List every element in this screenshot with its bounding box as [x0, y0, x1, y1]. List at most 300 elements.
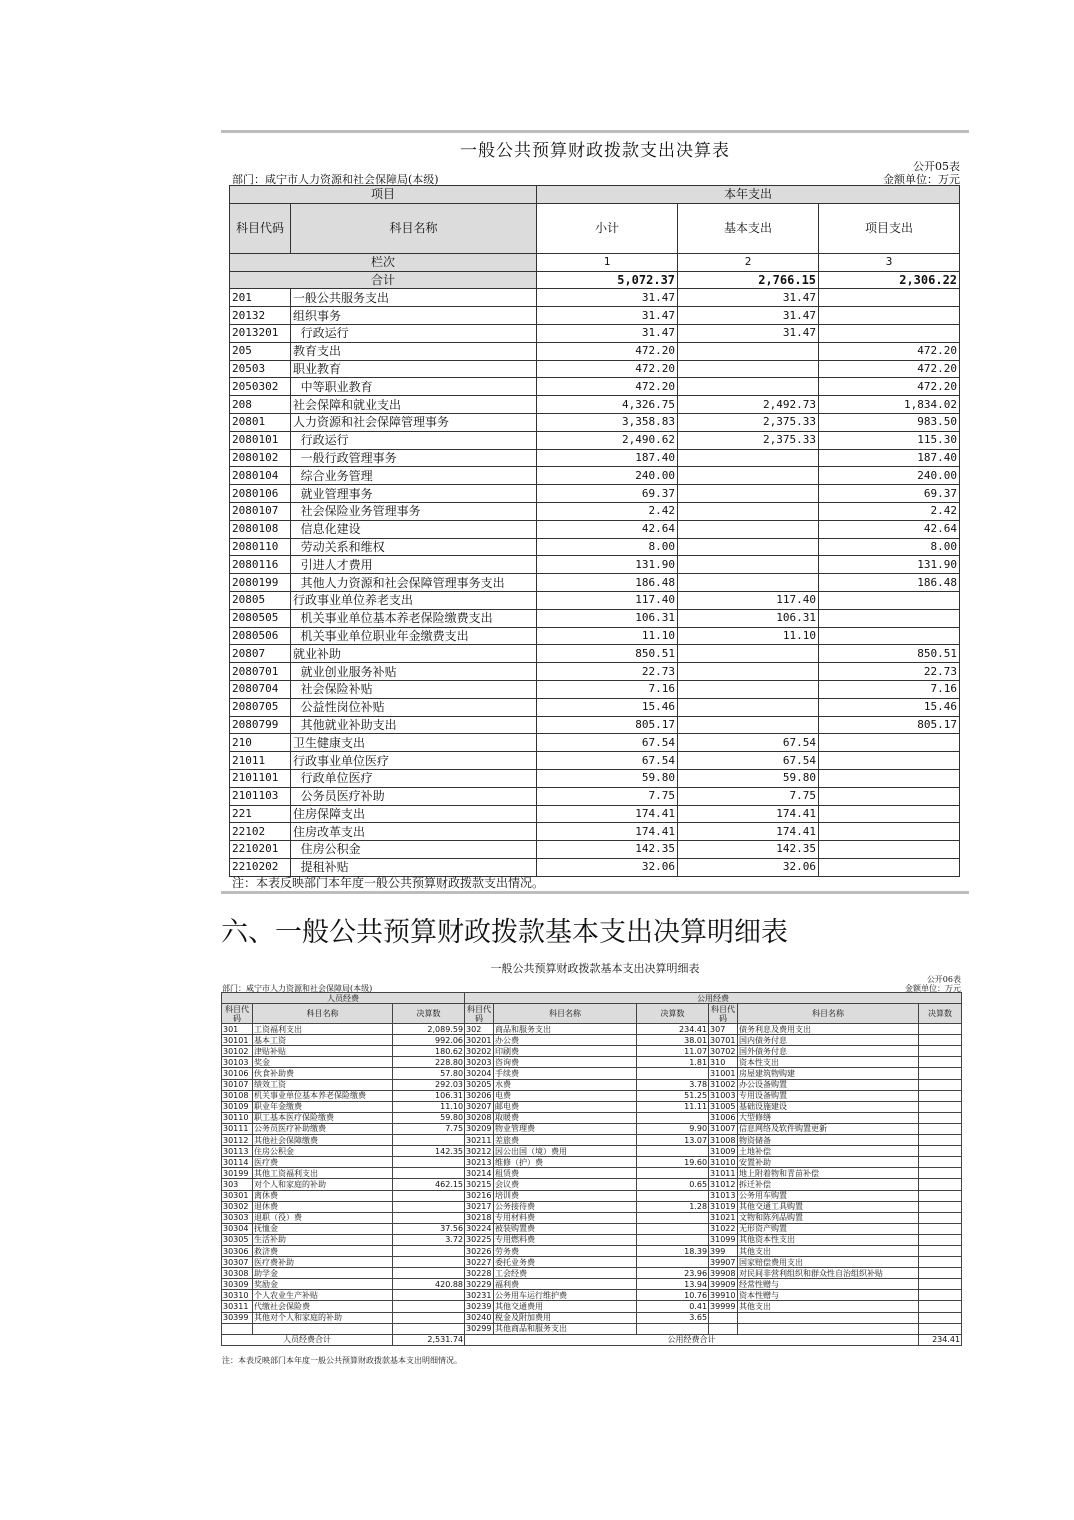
- row-name: 提租补贴: [291, 858, 537, 876]
- goods-name: 维修（护）费: [494, 1157, 637, 1168]
- personnel-code: 30103: [222, 1057, 253, 1068]
- total-label: 合计: [230, 271, 537, 289]
- row-subtotal: 67.54: [537, 734, 678, 752]
- other-amount: [919, 1112, 962, 1123]
- other-name: [738, 1323, 919, 1334]
- row-project: 42.64: [819, 520, 960, 538]
- goods-name: 工会经费: [494, 1268, 637, 1279]
- row-name: 就业创业服务补贴: [291, 663, 537, 681]
- personnel-amount: 2,089.59: [393, 1024, 465, 1035]
- personnel-amount: 37.56: [393, 1223, 465, 1234]
- personnel-code: 30399: [222, 1312, 253, 1323]
- other-code: 31007: [709, 1123, 738, 1134]
- row-project: [819, 591, 960, 609]
- personnel-amount: [393, 1201, 465, 1212]
- personnel-code: 30110: [222, 1112, 253, 1123]
- personnel-code: 30107: [222, 1079, 253, 1090]
- goods-code: 30239: [465, 1301, 494, 1312]
- row-name: 就业补助: [291, 645, 537, 663]
- row-basic: 7.75: [678, 787, 819, 805]
- other-name: [738, 1312, 919, 1323]
- goods-name: 手续费: [494, 1068, 637, 1079]
- row-subtotal: 31.47: [537, 324, 678, 342]
- table-row: [230, 378, 960, 396]
- personnel-name: 生活补助: [253, 1234, 393, 1245]
- row-code: 21011: [230, 752, 291, 770]
- row-basic: 31.47: [678, 289, 819, 307]
- personnel-code: 30306: [222, 1245, 253, 1256]
- personnel-amount: [393, 1135, 465, 1146]
- table-row: [222, 1290, 962, 1301]
- other-amount: [919, 1245, 962, 1256]
- other-name: 对民间非营利组织和群众性自治组织补贴: [738, 1268, 919, 1279]
- other-amount: [919, 1257, 962, 1268]
- table-row: [222, 1223, 962, 1234]
- other-name: 经常性赠与: [738, 1279, 919, 1290]
- row-code: 205: [230, 342, 291, 360]
- table1-unit: 金额单位：万元: [883, 173, 960, 186]
- row-project: 240.00: [819, 467, 960, 485]
- table2-form-number: 公开06表: [926, 975, 961, 984]
- row-name: 行政运行: [291, 324, 537, 342]
- goods-name: 印刷费: [494, 1046, 637, 1057]
- other-amount: [919, 1179, 962, 1190]
- row-basic: [678, 342, 819, 360]
- other-amount: [919, 1157, 962, 1168]
- row-code: 2080107: [230, 502, 291, 520]
- personnel-name: 医疗费: [253, 1157, 393, 1168]
- goods-code: 30299: [465, 1323, 494, 1334]
- row-basic: 31.47: [678, 324, 819, 342]
- row-project: 69.37: [819, 485, 960, 503]
- other-amount: [919, 1123, 962, 1134]
- goods-name: 物业管理费: [494, 1123, 637, 1134]
- table-row: [222, 1168, 962, 1179]
- row-subtotal: 106.31: [537, 609, 678, 627]
- goods-code: 30209: [465, 1123, 494, 1134]
- row-project: [819, 324, 960, 342]
- row-name: 就业管理事务: [291, 485, 537, 503]
- other-amount: [919, 1290, 962, 1301]
- other-name: 安置补助: [738, 1157, 919, 1168]
- row-basic: [678, 520, 819, 538]
- other-amount: [919, 1201, 962, 1212]
- goods-name: 取暖费: [494, 1112, 637, 1123]
- row-subtotal: 472.20: [537, 378, 678, 396]
- personnel-amount: 57.80: [393, 1068, 465, 1079]
- other-name: 信息网络及软件购置更新: [738, 1123, 919, 1134]
- row-basic: 2,492.73: [678, 396, 819, 414]
- personnel-amount: [393, 1212, 465, 1223]
- other-code: 31011: [709, 1168, 738, 1179]
- other-amount: [919, 1323, 962, 1334]
- personnel-name: 其他社会保障缴费: [253, 1135, 393, 1146]
- goods-amount: [637, 1168, 709, 1179]
- goods-code: 30207: [465, 1101, 494, 1112]
- goods-name: 公务接待费: [494, 1201, 637, 1212]
- goods-amount: 11.07: [637, 1046, 709, 1057]
- row-project: 22.73: [819, 663, 960, 681]
- row-basic: 67.54: [678, 734, 819, 752]
- personnel-amount: 3.72: [393, 1234, 465, 1245]
- row-basic: [678, 467, 819, 485]
- row-basic: 2,375.33: [678, 431, 819, 449]
- table-row: [222, 1190, 962, 1201]
- goods-amount: 13.07: [637, 1135, 709, 1146]
- table-row: [230, 645, 960, 663]
- table-row: [222, 1268, 962, 1279]
- personnel-code: 30303: [222, 1212, 253, 1223]
- personnel-code: 30311: [222, 1301, 253, 1312]
- other-amount: [919, 1057, 962, 1068]
- row-basic: [678, 378, 819, 396]
- top-divider: [221, 130, 969, 133]
- goods-amount: [637, 1323, 709, 1334]
- other-amount: [919, 1268, 962, 1279]
- row-project: [819, 858, 960, 876]
- row-basic: 11.10: [678, 627, 819, 645]
- goods-amount: [637, 1223, 709, 1234]
- row-basic: [678, 680, 819, 698]
- row-project: [819, 627, 960, 645]
- personnel-name: 对个人和家庭的补助: [253, 1179, 393, 1190]
- personnel-code: 30307: [222, 1257, 253, 1268]
- other-code: 31019: [709, 1201, 738, 1212]
- row-project: [819, 805, 960, 823]
- row-project: 2.42: [819, 502, 960, 520]
- row-code: 2080505: [230, 609, 291, 627]
- row-basic: [678, 556, 819, 574]
- row-code: 20807: [230, 645, 291, 663]
- table1-note: 注：本表反映部门本年度一般公共预算财政拨款支出情况。: [232, 876, 545, 890]
- header-code-1: 科目代码: [222, 1004, 253, 1024]
- personnel-amount: [393, 1312, 465, 1323]
- row-name: 行政运行: [291, 431, 537, 449]
- other-code: 31005: [709, 1101, 738, 1112]
- table-row: [230, 520, 960, 538]
- personnel-amount: 228.80: [393, 1057, 465, 1068]
- row-name: 行政单位医疗: [291, 769, 537, 787]
- header-item: 项目: [230, 186, 537, 204]
- row-code: 2080106: [230, 485, 291, 503]
- row-code: 2080116: [230, 556, 291, 574]
- row-name: 公务员医疗补助: [291, 787, 537, 805]
- table-row: [222, 1212, 962, 1223]
- row-name: 机关事业单位基本养老保险缴费支出: [291, 609, 537, 627]
- row-subtotal: 22.73: [537, 663, 678, 681]
- other-code: 31013: [709, 1190, 738, 1201]
- other-amount: [919, 1079, 962, 1090]
- personnel-name: 离休费: [253, 1190, 393, 1201]
- row-project: 15.46: [819, 698, 960, 716]
- row-subtotal: 240.00: [537, 467, 678, 485]
- personnel-name: 伙食补助费: [253, 1068, 393, 1079]
- row-project: 8.00: [819, 538, 960, 556]
- row-basic: 174.41: [678, 823, 819, 841]
- header-basic: 基本支出: [678, 203, 819, 253]
- goods-amount: 234.41: [637, 1024, 709, 1035]
- row-name: 其他人力资源和社会保障管理事务支出: [291, 574, 537, 592]
- goods-name: 其他商品和服务支出: [494, 1323, 637, 1334]
- goods-name: 委托业务费: [494, 1257, 637, 1268]
- table-row: [222, 1123, 962, 1134]
- personnel-code: 30304: [222, 1223, 253, 1234]
- row-subtotal: 117.40: [537, 591, 678, 609]
- row-project: 186.48: [819, 574, 960, 592]
- other-amount: [919, 1101, 962, 1112]
- row-basic: 31.47: [678, 307, 819, 325]
- other-code: 30702: [709, 1046, 738, 1057]
- row-project: 472.20: [819, 378, 960, 396]
- row-basic: [678, 716, 819, 734]
- table-row: [230, 342, 960, 360]
- personnel-amount: 11.10: [393, 1101, 465, 1112]
- row-project: [819, 823, 960, 841]
- goods-amount: [637, 1234, 709, 1245]
- table-row: [222, 1112, 962, 1123]
- row-subtotal: 131.90: [537, 556, 678, 574]
- other-code: 39910: [709, 1290, 738, 1301]
- other-name: 资本性支出: [738, 1057, 919, 1068]
- goods-code: 30240: [465, 1312, 494, 1323]
- personnel-code: 30102: [222, 1046, 253, 1057]
- table-row: [222, 1101, 962, 1112]
- row-subtotal: 472.20: [537, 360, 678, 378]
- goods-code: 30215: [465, 1179, 494, 1190]
- row-code: 20805: [230, 591, 291, 609]
- other-amount: [919, 1068, 962, 1079]
- row-code: 2080199: [230, 574, 291, 592]
- other-code: 31021: [709, 1212, 738, 1223]
- header-column-index: 栏次: [230, 253, 537, 271]
- personnel-amount: [393, 1190, 465, 1201]
- header-name: 科目名称: [291, 203, 537, 253]
- row-subtotal: 11.10: [537, 627, 678, 645]
- table-row: [222, 1024, 962, 1035]
- goods-amount: 23.96: [637, 1268, 709, 1279]
- table-row: [230, 609, 960, 627]
- goods-code: 30225: [465, 1234, 494, 1245]
- table-row: [230, 805, 960, 823]
- row-subtotal: 472.20: [537, 342, 678, 360]
- personnel-amount: 292.03: [393, 1079, 465, 1090]
- row-name: 劳动关系和维权: [291, 538, 537, 556]
- goods-code: 30217: [465, 1201, 494, 1212]
- table-row: [222, 1035, 962, 1046]
- other-name: 地上附着物和青苗补偿: [738, 1168, 919, 1179]
- row-name: 卫生健康支出: [291, 734, 537, 752]
- goods-amount: 3.78: [637, 1079, 709, 1090]
- row-name: 职业教育: [291, 360, 537, 378]
- row-subtotal: 42.64: [537, 520, 678, 538]
- other-name: 债务利息及费用支出: [738, 1024, 919, 1035]
- personnel-code: 30302: [222, 1201, 253, 1212]
- personnel-code: 30111: [222, 1123, 253, 1134]
- other-amount: [919, 1168, 962, 1179]
- row-subtotal: 67.54: [537, 752, 678, 770]
- row-code: 208: [230, 396, 291, 414]
- table-row: [222, 1301, 962, 1312]
- other-name: 文物和陈列品购置: [738, 1212, 919, 1223]
- goods-code: 30208: [465, 1112, 494, 1123]
- row-code: 2080108: [230, 520, 291, 538]
- table-row: [230, 627, 960, 645]
- personnel-code: 30109: [222, 1101, 253, 1112]
- goods-code: 30201: [465, 1035, 494, 1046]
- row-name: 组织事务: [291, 307, 537, 325]
- row-name: 人力资源和社会保障管理事务: [291, 413, 537, 431]
- goods-code: 30218: [465, 1212, 494, 1223]
- other-amount: [919, 1135, 962, 1146]
- row-name: 机关事业单位职业年金缴费支出: [291, 627, 537, 645]
- personnel-name: 绩效工资: [253, 1079, 393, 1090]
- table-row: [230, 485, 960, 503]
- row-basic: 117.40: [678, 591, 819, 609]
- table-row: [222, 1179, 962, 1190]
- table-row: [222, 1245, 962, 1256]
- total-subtotal: 5,072.37: [537, 271, 678, 289]
- personnel-name: 退职（役）费: [253, 1212, 393, 1223]
- goods-code: 30205: [465, 1079, 494, 1090]
- personnel-name: 职工基本医疗保险缴费: [253, 1112, 393, 1123]
- row-basic: [678, 698, 819, 716]
- row-basic: [678, 502, 819, 520]
- goods-code: 30229: [465, 1279, 494, 1290]
- goods-name: 被装购置费: [494, 1223, 637, 1234]
- row-code: 210: [230, 734, 291, 752]
- row-project: 131.90: [819, 556, 960, 574]
- table2-title: 一般公共预算财政拨款基本支出决算明细表: [490, 962, 700, 975]
- row-code: 2080701: [230, 663, 291, 681]
- other-code: 31008: [709, 1135, 738, 1146]
- table-row: [222, 1146, 962, 1157]
- table2-note: 注：本表反映部门本年度一般公共预算财政拨款基本支出明细情况。: [222, 1356, 462, 1365]
- personnel-code: 30108: [222, 1090, 253, 1101]
- goods-name: 咨询费: [494, 1057, 637, 1068]
- row-code: 2080101: [230, 431, 291, 449]
- personnel-code: 30308: [222, 1268, 253, 1279]
- row-basic: 59.80: [678, 769, 819, 787]
- row-name: 一般行政管理事务: [291, 449, 537, 467]
- row-code: 201: [230, 289, 291, 307]
- row-code: 2080704: [230, 680, 291, 698]
- table-row: [230, 449, 960, 467]
- goods-amount: 11.11: [637, 1101, 709, 1112]
- row-code: 20801: [230, 413, 291, 431]
- row-code: 2210202: [230, 858, 291, 876]
- row-name: 社会保险业务管理事务: [291, 502, 537, 520]
- table-row: [230, 413, 960, 431]
- row-code: 2080104: [230, 467, 291, 485]
- goods-code: 30204: [465, 1068, 494, 1079]
- personnel-amount: [393, 1168, 465, 1179]
- row-basic: [678, 663, 819, 681]
- header-amount-2: 决算数: [637, 1004, 709, 1024]
- personnel-name: 代缴社会保险费: [253, 1301, 393, 1312]
- goods-name: 劳务费: [494, 1245, 637, 1256]
- goods-name: 因公出国（境）费用: [494, 1146, 637, 1157]
- other-amount: [919, 1301, 962, 1312]
- personnel-amount: 420.88: [393, 1279, 465, 1290]
- row-subtotal: 7.16: [537, 680, 678, 698]
- row-code: 2080799: [230, 716, 291, 734]
- goods-amount: 38.01: [637, 1035, 709, 1046]
- personnel-amount: 992.06: [393, 1035, 465, 1046]
- personnel-code: 303: [222, 1179, 253, 1190]
- other-amount: [919, 1212, 962, 1223]
- other-name: 资本性赠与: [738, 1290, 919, 1301]
- table-row: [230, 823, 960, 841]
- table-row: [230, 538, 960, 556]
- row-subtotal: 4,326.75: [537, 396, 678, 414]
- goods-amount: 51.25: [637, 1090, 709, 1101]
- row-name: 引进人才费用: [291, 556, 537, 574]
- header-code-2: 科目代码: [465, 1004, 494, 1024]
- personnel-code: 30305: [222, 1234, 253, 1245]
- table-row: [222, 1323, 962, 1334]
- goods-code: 30227: [465, 1257, 494, 1268]
- row-basic: [678, 538, 819, 556]
- row-code: 2080705: [230, 698, 291, 716]
- row-code: 2050302: [230, 378, 291, 396]
- public-total-label: 公用经费合计: [465, 1334, 919, 1345]
- personnel-amount: [393, 1268, 465, 1279]
- other-amount: [919, 1234, 962, 1245]
- table-row: [230, 734, 960, 752]
- header-project: 项目支出: [819, 203, 960, 253]
- row-subtotal: 31.47: [537, 289, 678, 307]
- row-basic: 142.35: [678, 841, 819, 859]
- goods-amount: [637, 1257, 709, 1268]
- personnel-name: 奖励金: [253, 1279, 393, 1290]
- personnel-code: [222, 1323, 253, 1334]
- personnel-amount: [393, 1301, 465, 1312]
- table-row: [222, 1201, 962, 1212]
- row-basic: [678, 645, 819, 663]
- header-code-3: 科目代码: [709, 1004, 738, 1024]
- row-subtotal: 186.48: [537, 574, 678, 592]
- table-row: [230, 698, 960, 716]
- row-subtotal: 187.40: [537, 449, 678, 467]
- row-basic: [678, 449, 819, 467]
- table-row: [230, 752, 960, 770]
- row-code: 2210201: [230, 841, 291, 859]
- goods-name: 水费: [494, 1079, 637, 1090]
- goods-code: 30216: [465, 1190, 494, 1201]
- row-project: [819, 752, 960, 770]
- header-code: 科目代码: [230, 203, 291, 253]
- personnel-code: 30309: [222, 1279, 253, 1290]
- row-subtotal: 850.51: [537, 645, 678, 663]
- other-name: 国家赔偿费用支出: [738, 1257, 919, 1268]
- goods-amount: 13.94: [637, 1279, 709, 1290]
- table-row: [222, 1046, 962, 1057]
- personnel-name: 机关事业单位基本养老保险缴费: [253, 1090, 393, 1101]
- personnel-code: 30310: [222, 1290, 253, 1301]
- row-name: 其他就业补助支出: [291, 716, 537, 734]
- goods-amount: 1.81: [637, 1057, 709, 1068]
- header-personnel-expense: 人员经费: [222, 993, 465, 1004]
- totals-row: [222, 1334, 962, 1345]
- row-project: 7.16: [819, 680, 960, 698]
- goods-name: 差旅费: [494, 1135, 637, 1146]
- row-code: 2080102: [230, 449, 291, 467]
- table-row: [230, 360, 960, 378]
- table-row: [230, 787, 960, 805]
- other-amount: [919, 1035, 962, 1046]
- other-code: 31003: [709, 1090, 738, 1101]
- header-current-year: 本年支出: [537, 186, 960, 204]
